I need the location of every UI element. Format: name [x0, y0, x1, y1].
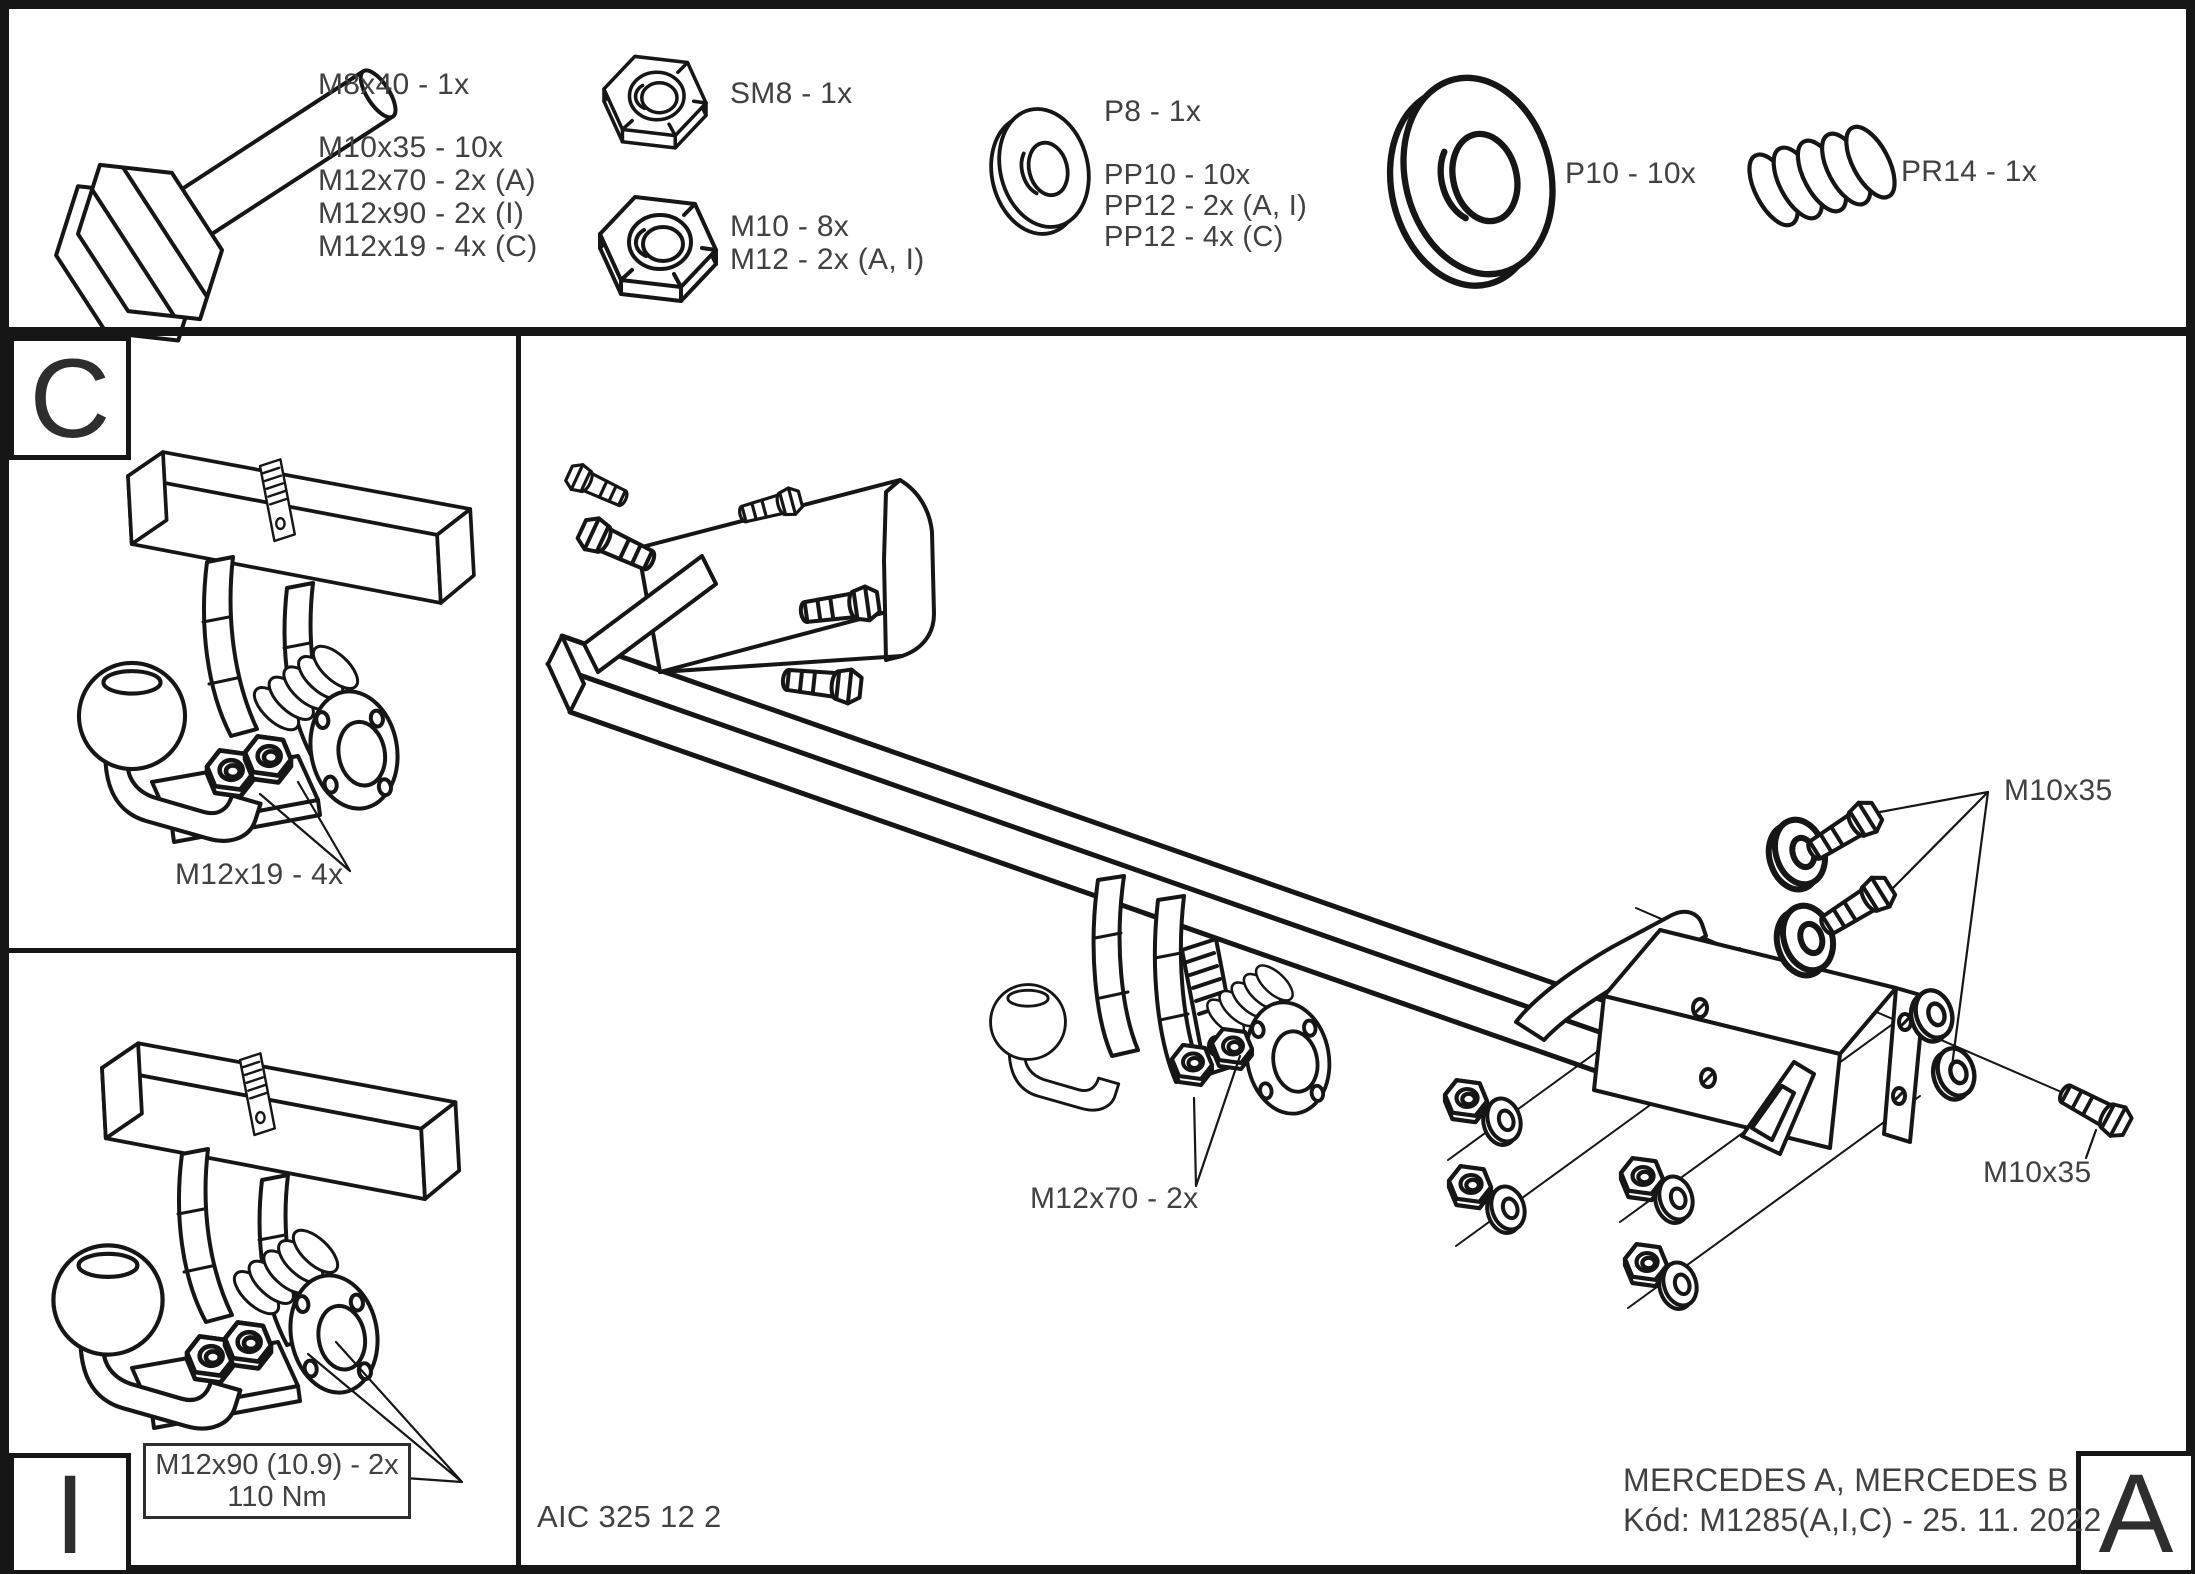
- nut-size-label: M12 - 2x (A, I): [730, 243, 925, 276]
- torque-bolt-label: M12x90 (10.9) - 2x: [155, 1449, 399, 1481]
- spring-label: PR14 - 1x: [1901, 155, 2038, 188]
- locknut-label: SM8 - 1x: [730, 77, 853, 110]
- large-washer-drawing: [1368, 62, 1574, 302]
- detail-c-callout: M12x19 - 4x: [175, 858, 344, 891]
- main-callout-ball-bolts: M12x70 - 2x: [1030, 1182, 1199, 1215]
- document-code: AIC 325 12 2: [537, 1499, 722, 1534]
- locknut-drawing: [604, 56, 706, 148]
- nut-size-list: [730, 210, 925, 276]
- washer-size-label: PP12 - 4x (C): [1104, 221, 1284, 253]
- vehicle-title: MERCEDES A, MERCEDES B: [1623, 1462, 2069, 1498]
- bolt-size-label: M12x70 - 2x (A): [318, 164, 536, 197]
- detail-i-drawing: [53, 1043, 462, 1482]
- main-callout-bolts-top: M10x35: [2004, 774, 2113, 807]
- detail-i-letter-box: [9, 1453, 131, 1574]
- hex-nut-drawing: [600, 197, 716, 301]
- nut-size-label: M10 - 8x: [730, 210, 850, 243]
- washer-size-label: PP10 - 10x: [1104, 159, 1251, 191]
- washer-size-list: [1104, 160, 1307, 253]
- washer-p8-label: P8 - 1x: [1104, 95, 1202, 128]
- parts-panel-divider: [0, 327, 2195, 336]
- spring-drawing: [1738, 115, 1907, 237]
- detail-c-drawing: [79, 452, 474, 871]
- right-bracket-drawing: [1516, 912, 1924, 1154]
- revision-letter: A: [2098, 1450, 2174, 1574]
- small-washer-drawing: [978, 99, 1102, 243]
- bolt-size-label: M8x40 - 1x: [318, 68, 470, 101]
- bolt-size-list: [318, 131, 538, 263]
- detail-c-letter-box: [9, 336, 131, 460]
- bolt-size-label: M12x19 - 4x (C): [318, 230, 538, 263]
- bolt-size-label: M10x35 - 10x: [318, 131, 504, 164]
- main-callout-bolt-bottom: M10x35: [1983, 1156, 2092, 1189]
- detail-c-i-divider: [9, 948, 518, 953]
- bolt-size-label: M12x90 - 2x (I): [318, 197, 525, 230]
- washer-p10-label: P10 - 10x: [1565, 157, 1697, 190]
- left-bracket-drawing: [563, 461, 934, 705]
- code-date-line: Kód: M1285(A,I,C) - 25. 11. 2022: [1623, 1502, 2102, 1538]
- torque-callout-box: [143, 1443, 411, 1519]
- detail-i-letter: I: [54, 1451, 86, 1574]
- detail-c-letter: C: [29, 335, 111, 461]
- torque-value-label: 110 Nm: [227, 1481, 327, 1513]
- washer-size-label: PP12 - 2x (A, I): [1104, 190, 1308, 222]
